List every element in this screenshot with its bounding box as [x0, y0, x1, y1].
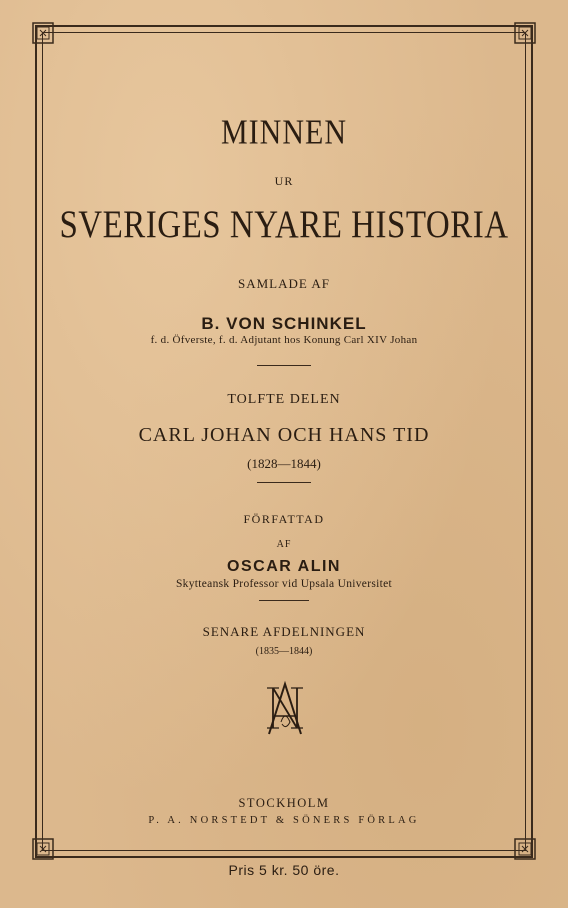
corner-ornament-icon: [30, 20, 56, 46]
part-years: (1828—1844): [247, 456, 321, 471]
written-by-label: FÖRFATTAD: [243, 512, 325, 526]
publisher-monogram-icon: [259, 680, 311, 736]
written-by-af: AF: [276, 539, 292, 550]
part-title: CARL JOHAN OCH HANS TID: [138, 424, 430, 446]
part-label: TOLFTE DELEN: [227, 392, 341, 407]
publication-place: STOCKHOLM: [238, 796, 330, 810]
compiler-description: f. d. Öfverste, f. d. Adjutant hos Konung Carl XIV Johan: [150, 334, 418, 346]
publisher-name: P. A. NORSTEDT & SÖNERS FÖRLAG: [148, 815, 420, 826]
divider-rule: [257, 365, 311, 366]
corner-ornament-icon: [512, 20, 538, 46]
price-label: Pris 5 kr. 50 öre.: [228, 862, 340, 878]
divider-rule: [259, 600, 309, 601]
series-title-main: SVERIGES NYARE HISTORIA: [59, 203, 509, 247]
author-name: OSCAR ALIN: [227, 558, 341, 575]
corner-ornament-icon: [512, 836, 538, 862]
corner-ornament-icon: [30, 836, 56, 862]
author-description: Skytteansk Professor vid Upsala Universitet: [175, 578, 393, 590]
section-years: (1835—1844): [255, 646, 313, 657]
section-label: SENARE AFDELNINGEN: [202, 624, 366, 639]
compiled-by-label: SAMLADE AF: [238, 276, 330, 291]
series-title-minnen: MINNEN: [221, 113, 347, 152]
compiler-name: B. VON SCHINKEL: [201, 314, 367, 333]
series-title-ur: UR: [274, 174, 294, 188]
divider-rule: [257, 482, 311, 483]
